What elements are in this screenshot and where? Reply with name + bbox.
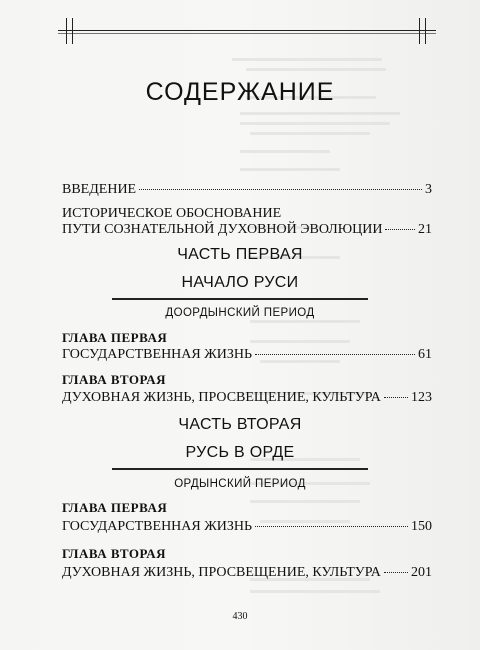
- toc-entry-part-two-chapter-one[interactable]: [62, 519, 432, 535]
- part-two-period: ОРДЫНСКИЙ ПЕРИОД: [174, 478, 306, 490]
- part-one-chapter-two-heading: ГЛАВА ВТОРАЯ: [62, 372, 167, 387]
- toc-entry-label: ГОСУДАРСТВЕННАЯ ЖИЗНЬ: [62, 347, 253, 362]
- dot-leader: [385, 229, 415, 230]
- dot-leader: [384, 397, 408, 398]
- toc-entry-history-line1: ИСТОРИЧЕСКОЕ ОБОСНОВАНИЕ: [62, 206, 282, 221]
- part-one-title: НАЧАЛО РУСИ: [181, 274, 299, 291]
- toc-entry-label: ДУХОВНАЯ ЖИЗНЬ, ПРОСВЕЩЕНИЕ, КУЛЬТУРА: [62, 390, 381, 405]
- part-two-chapter-two-heading: ГЛАВА ВТОРАЯ: [62, 546, 167, 561]
- toc-entry-label: ВВЕДЕНИЕ: [62, 182, 137, 197]
- toc-entry-page: 61: [418, 347, 432, 362]
- dot-leader: [139, 189, 422, 190]
- toc-entry-intro[interactable]: [62, 182, 432, 198]
- part-two-title: РУСЬ В ОРДЕ: [185, 444, 295, 461]
- toc-entry-part-one-chapter-two[interactable]: [62, 390, 432, 406]
- toc-entry-label: ГОСУДАРСТВЕННАЯ ЖИЗНЬ: [62, 519, 253, 534]
- part-one-label: ЧАСТЬ ПЕРВАЯ: [177, 246, 303, 263]
- toc-entry-page: 201: [411, 565, 432, 580]
- part-two-label: ЧАСТЬ ВТОРАЯ: [178, 416, 302, 433]
- toc-entry-label: ДУХОВНАЯ ЖИЗНЬ, ПРОСВЕЩЕНИЕ, КУЛЬТУРА: [62, 565, 381, 580]
- toc-entry-history[interactable]: [62, 222, 432, 238]
- toc-entry-page: 150: [411, 519, 432, 534]
- dot-leader: [384, 572, 408, 573]
- page-number: 430: [232, 611, 248, 622]
- dot-leader: [255, 354, 415, 355]
- dot-leader: [255, 526, 408, 527]
- toc-entry-part-two-chapter-two[interactable]: [62, 565, 432, 581]
- toc-entry-page: 3: [425, 182, 432, 197]
- toc-entry-page: 123: [411, 390, 432, 405]
- part-one-chapter-one-heading: ГЛАВА ПЕРВАЯ: [62, 330, 168, 345]
- section-divider: [112, 468, 368, 470]
- toc-entry-page: 21: [418, 222, 432, 237]
- toc-entry-label: ПУТИ СОЗНАТЕЛЬНОЙ ДУХОВНОЙ ЭВОЛЮЦИИ: [62, 222, 383, 237]
- part-one-period: ДООРДЫНСКИЙ ПЕРИОД: [165, 307, 315, 319]
- toc-entry-part-one-chapter-one[interactable]: [62, 347, 432, 363]
- part-two-chapter-one-heading: ГЛАВА ПЕРВАЯ: [62, 500, 168, 515]
- page-title: СОДЕРЖАНИЕ: [145, 78, 335, 106]
- section-divider: [112, 298, 368, 300]
